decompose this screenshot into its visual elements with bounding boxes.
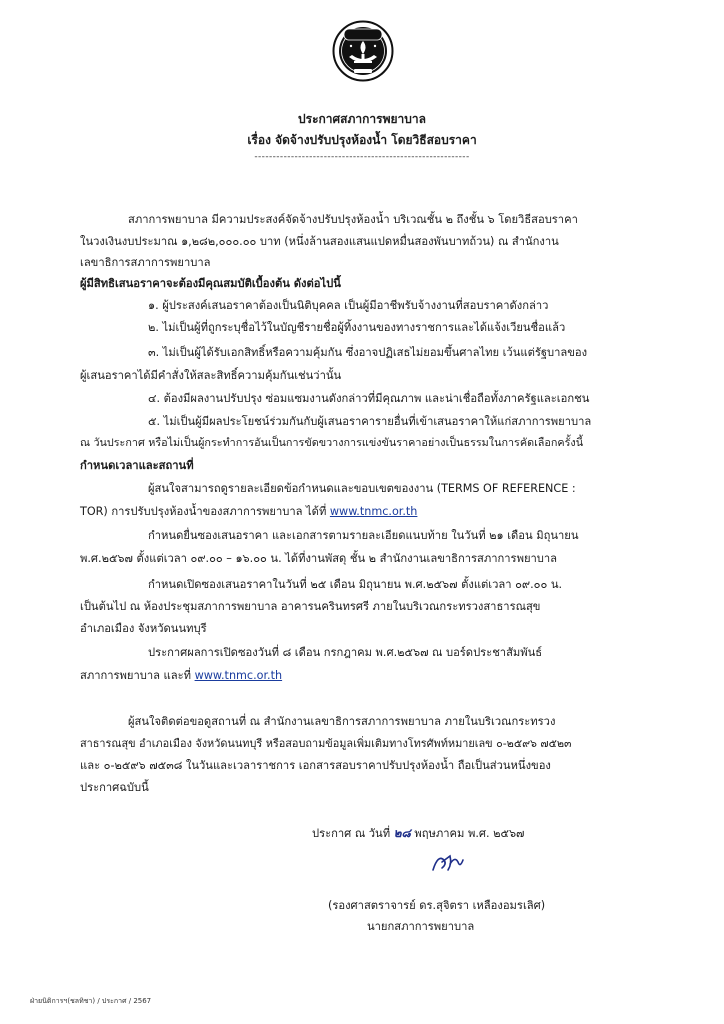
schedule-p2-line-2: พ.ศ.๒๕๖๗ ตั้งแต่เวลา ๐๙.๐๐ – ๑๖.๐๐ น. ได้ที่งานพัสดุ ชั้น ๒ สำนักงานเลขาธิการสภาการพยาบาล bbox=[80, 552, 558, 565]
date-suffix: พฤษภาคม พ.ศ. ๒๕๖๗ bbox=[414, 827, 525, 840]
qualification-item-5-line-1: ๕. ไม่เป็นผู้มีผลประโยชน์ร่วมกันกับผู้เสนอราคารายอื่นที่เข้าเสนอราคาให้แก่สภาการพยาบาล bbox=[148, 415, 592, 428]
qualification-item-5-line-2: ณ วันประกาศ หรือไม่เป็นผู้กระทำการอันเป็นการขัดขวางการแข่งขันราคาอย่างเป็นธรรมในการคัดเลือกครั้งนี้ bbox=[80, 436, 584, 449]
schedule-p1-line-2 bbox=[80, 502, 417, 520]
qualification-item-4: ๔. ต้องมีผลงานปรับปรุง ซ่อมแซมงานดังกล่าวที่มีคุณภาพ และน่าเชื่อถือทั้งภาครัฐและเอกชน bbox=[148, 392, 590, 405]
schedule-p3-line-3: อำเภอเมือง จังหวัดนนทบุรี bbox=[80, 622, 207, 635]
qualification-item-3-line-2: ผู้เสนอราคาได้มีคำสั่งให้สละสิทธิ์ความคุ้มกันเช่นว่านั้น bbox=[80, 369, 342, 382]
schedule-p4-line-1: ประกาศผลการเปิดซองวันที่ ๘ เดือน กรกฎาคม พ.ศ.๒๕๖๗ ณ บอร์ดประชาสัมพันธ์ bbox=[148, 646, 543, 659]
schedule-p3-line-2: เป็นต้นไป ณ ห้องประชุมสภาการพยาบาล อาคารนครินทรศรี ภายในบริเวณกระทรวงสาธารณสุข bbox=[80, 600, 541, 613]
contact-line-3: และ ๐-๒๕๙๖ ๗๕๓๘ ในวันและเวลาราชการ เอกสารสอบราคาปรับปรุงห้องน้ำ ถือเป็นส่วนหนึ่งของ bbox=[80, 759, 551, 772]
document-reference: ฝ่ายนิติการฯ(ชลทิชา) / ประกาศ / 2567 bbox=[30, 997, 152, 1005]
signatory-position: นายกสภาการพยาบาล bbox=[367, 920, 475, 933]
signatory-name: (รองศาสตราจารย์ ดร.สุจิตรา เหลืองอมรเลิศ) bbox=[328, 899, 546, 912]
schedule-p4-line-2 bbox=[80, 666, 282, 684]
intro-line-3: เลขาธิการสภาการพยาบาล bbox=[80, 256, 211, 269]
qualification-item-2: ๒. ไม่เป็นผู้ที่ถูกระบุชื่อไว้ในบัญชีรายชื่อผู้ทิ้งงานของทางราชการและได้แจ้งเวียนชื่อแล้ว bbox=[148, 321, 566, 334]
schedule-p3-line-1: กำหนดเปิดซองเสนอราคาในวันที่ ๒๕ เดือน มิถุนายน พ.ศ.๒๕๖๗ ตั้งแต่เวลา ๐๙.๐๐ น. bbox=[148, 578, 563, 591]
qualification-item-3-line-1: ๓. ไม่เป็นผู้ได้รับเอกสิทธิ์หรือความคุ้มกัน ซึ่งอาจปฏิเสธไม่ยอมขึ้นศาลไทย เว้นแต่รัฐบาลของ bbox=[148, 346, 588, 359]
contact-line-4: ประกาศฉบับนี้ bbox=[80, 781, 149, 794]
date-prefix: ประกาศ ณ วันที่ bbox=[312, 827, 391, 840]
intro-line-1: สภาการพยาบาล มีความประสงค์จัดจ้างปรับปรุงห้องน้ำ บริเวณชั้น ๒ ถึงชั้น ๖ โดยวิธีสอบราคา bbox=[128, 213, 578, 226]
schedule-p2-line-1: กำหนดยื่นซองเสนอราคา และเอกสารตามรายละเอียดแนบท้าย ในวันที่ ๒๑ เดือน มิถุนายน bbox=[148, 529, 579, 542]
tor-website-link[interactable]: www.tnmc.or.th bbox=[329, 505, 418, 518]
contact-line-1: ผู้สนใจติดต่อขอดูสถานที่ ณ สำนักงานเลขาธิการสภาการพยาบาล ภายในบริเวณกระทรวง bbox=[128, 715, 556, 728]
results-website-link[interactable]: www.tnmc.or.th bbox=[194, 669, 283, 682]
council-logo bbox=[332, 20, 394, 82]
announcement-date bbox=[312, 824, 524, 843]
schedule-p1-line-1: ผู้สนใจสามารถดูรายละเอียดข้อกำหนดและขอบเขตของงาน (TERMS OF REFERENCE : bbox=[148, 482, 576, 495]
qualifications-heading: ผู้มีสิทธิเสนอราคาจะต้องมีคุณสมบัติเบื้องต้น ดังต่อไปนี้ bbox=[80, 277, 341, 290]
schedule-p4-text: สภาการพยาบาล และที่ bbox=[80, 669, 195, 682]
schedule-p1-text: TOR) การปรับปรุงห้องน้ำของสภาการพยาบาล ได้ที่ bbox=[80, 505, 330, 518]
subject-line: เรื่อง จัดจ้างปรับปรุงห้องน้ำ โดยวิธีสอบราคา bbox=[247, 133, 477, 147]
handwritten-signature bbox=[430, 850, 466, 876]
header-divider: ----------------------------------------------------------- bbox=[254, 152, 470, 162]
qualification-item-1: ๑. ผู้ประสงค์เสนอราคาต้องเป็นนิติบุคคล เป็นผู้มีอาชีพรับจ้างงานที่สอบราคาดังกล่าว bbox=[148, 299, 549, 312]
date-day: ๒๘ bbox=[393, 826, 411, 840]
page-title: ประกาศสภาการพยาบาล bbox=[298, 112, 426, 126]
intro-line-2: ในวงเงินงบประมาณ ๑,๒๘๒,๐๐๐.๐๐ บาท (หนึ่งล้านสองแสนแปดหมื่นสองพันบาทถ้วน) ณ สำนักงาน bbox=[80, 235, 559, 248]
schedule-heading: กำหนดเวลาและสถานที่ bbox=[80, 459, 194, 472]
contact-line-2: สาธารณสุข อำเภอเมือง จังหวัดนนทบุรี หรือสอบถามข้อมูลเพิ่มเติมทางโทรศัพท์หมายเลข ๐-๒๕๙๖ ๗๕๒๓ bbox=[80, 737, 572, 750]
